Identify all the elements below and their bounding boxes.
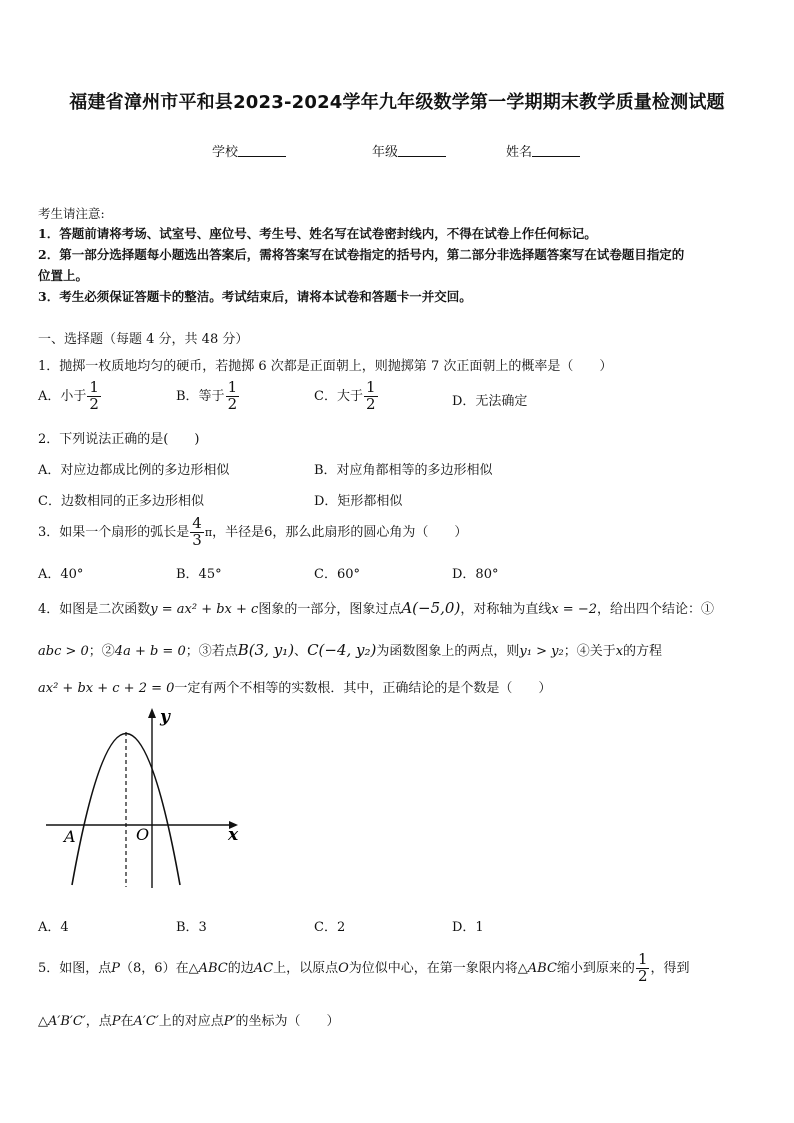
q5-triangle-abc: △ABC [517, 960, 557, 976]
q2-option-a: A．对应边都成比例的多边形相似 [38, 463, 230, 478]
q4-variable-x: x [615, 644, 624, 659]
fraction-denominator: 2 [227, 394, 238, 413]
name-label: 姓名 [506, 145, 533, 160]
question-4-line-3 [38, 677, 551, 696]
q5-text: ，得到 [650, 960, 690, 976]
q1-option-a [38, 380, 102, 413]
point-a-label: A [64, 827, 76, 846]
fraction-denominator: 2 [89, 394, 99, 413]
name-field [506, 141, 580, 160]
q5-triangle-abc: △ABC [188, 960, 228, 976]
fraction-one-half [226, 380, 240, 413]
q5-origin-o: O [338, 960, 349, 976]
q5-text: 上的对应点 [158, 1014, 224, 1029]
fraction-one-half [87, 380, 101, 413]
school-field [212, 141, 286, 160]
fraction-four-thirds [190, 516, 204, 549]
q5-text: 上，以原点 [273, 960, 339, 976]
q4-point-b: B(3, y₁) [237, 641, 295, 659]
grade-field [372, 141, 446, 160]
q2-option-d: D．矩形都相似 [314, 494, 403, 509]
q5-side-ac: AC [253, 960, 274, 976]
q5-triangle-prime: △A′B′C′ [38, 1014, 86, 1029]
q4-text: ；④关于 [563, 644, 616, 659]
question-2-stem: 2．下列说法正确的是( ) [38, 432, 200, 447]
q5-text: ，点 [85, 1014, 112, 1029]
q4-point-a: A(−5,0) [401, 599, 461, 617]
q4-text: 4．如图是二次函数 [38, 602, 151, 617]
q4-text: 、 [294, 644, 308, 659]
grade-blank [398, 143, 446, 157]
q3-option-a: A．40° [38, 567, 84, 582]
q4-text: 一定有两个不相等的实数根．其中，正确结论的是个数是（ ） [174, 681, 552, 696]
q4-text: 为函数图象上的两点，则 [376, 644, 520, 659]
q3-option-b: B．45° [176, 567, 222, 582]
x-axis-label: x [228, 825, 239, 845]
q5-point-p: P [111, 960, 121, 976]
page-title: 福建省漳州市平和县2023-2024学年九年级数学第一学期期末教学质量检测试题 [69, 92, 725, 113]
q4-conclusion-2: 4a + b = 0 [114, 644, 186, 659]
school-label: 学校 [212, 145, 239, 160]
question-5-line-1 [38, 952, 690, 985]
name-blank [532, 143, 580, 157]
section-heading: 一、选择题（每题 4 分，共 48 分） [38, 332, 249, 347]
question-1-stem: 1．抛掷一枚质地均匀的硬币，若抛掷 6 次都是正面朝上，则抛掷第 7 次正面朝上的概率是（ ） [38, 359, 613, 374]
q5-text: 的坐标为（ ） [235, 1014, 340, 1029]
q3-option-c: C．60° [314, 567, 360, 582]
fraction-one-half [636, 952, 650, 985]
q1-option-a-label: A．小于 [38, 388, 87, 404]
q1-option-b [176, 380, 240, 413]
q4-function-expression: y = ax² + bx + c [150, 602, 259, 617]
fraction-numerator: 1 [227, 378, 238, 396]
fraction-one-half [364, 380, 378, 413]
fraction-numerator: 1 [637, 950, 648, 968]
q5-text: 在 [120, 1014, 134, 1029]
q4-axis-expression: x = −2 [551, 602, 597, 617]
q4-text: 图象的一部分，图象过点 [258, 602, 402, 617]
q5-text: （8，6）在 [120, 960, 189, 976]
q3-prefix: 3．如果一个扇形的弧长是 [38, 524, 190, 540]
notice-item: 1．答题前请将考场、试室号、座位号、考生号、姓名写在试卷密封线内，不得在试卷上作任何标记。 [38, 226, 597, 241]
q4-text: ；② [88, 644, 115, 659]
fraction-denominator: 2 [365, 394, 376, 413]
q1-option-c [314, 380, 379, 413]
notice-item: 2．第一部分选择题每小题选出答案后，需将答案写在试卷指定的括号内，第二部分非选择题答案写在试卷题目指定的 [38, 247, 685, 262]
fraction-denominator: 2 [637, 966, 648, 985]
q4-equation: ax² + bx + c + 2 = 0 [38, 681, 175, 696]
q4-option-d: D．1 [452, 920, 484, 935]
q4-conclusion-1: abc > 0 [38, 644, 89, 659]
q5-text: 的边 [227, 960, 254, 976]
q4-text: 的方程 [623, 644, 663, 659]
school-blank [238, 143, 286, 157]
q2-option-b: B．对应角都相等的多边形相似 [314, 463, 493, 478]
q5-point-p: P [111, 1014, 121, 1029]
q4-inequality: y₁ > y₂ [519, 644, 564, 659]
q4-option-b: B．3 [176, 920, 207, 935]
notice-item: 3．考生必须保证答题卡的整洁。考试结束后，请将本试卷和答题卡一并交回。 [38, 289, 472, 304]
q4-text: ；③若点 [185, 644, 238, 659]
q1-option-d: D．无法确定 [452, 394, 528, 409]
q1-option-b-label: B．等于 [176, 388, 225, 404]
question-3-stem [38, 516, 467, 549]
q5-text: 为位似中心，在第一象限内将 [348, 960, 518, 976]
q5-side-ac-prime: A′C′ [133, 1014, 159, 1029]
question-4-line-1 [38, 598, 714, 617]
fraction-numerator: 1 [365, 378, 376, 396]
notice-item: 位置上。 [38, 268, 89, 283]
y-axis-label: y [160, 707, 170, 727]
q4-option-a: A．4 [38, 920, 69, 935]
q4-point-c: C(−4, y₂) [307, 641, 377, 659]
question-4-line-2 [38, 640, 662, 659]
fraction-numerator: 4 [192, 514, 202, 532]
q5-text: 缩小到原来的 [556, 960, 635, 976]
q4-text: ，对称轴为直线 [460, 602, 552, 617]
q3-suffix: ，半径是6，那么此扇形的圆心角为（ ） [212, 524, 468, 540]
q3-option-d: D．80° [452, 567, 499, 582]
q4-parabola-graph [40, 700, 250, 895]
q4-text: ，给出四个结论：① [596, 602, 714, 617]
notice-heading: 考生请注意: [38, 206, 105, 221]
y-axis-arrow [148, 708, 156, 718]
q2-option-c: C．边数相同的正多边形相似 [38, 494, 204, 509]
fraction-denominator: 3 [192, 530, 202, 549]
grade-label: 年级 [372, 145, 399, 160]
pi-symbol: π [204, 525, 213, 539]
fraction-numerator: 1 [89, 378, 99, 396]
q5-text: 5．如图，点 [38, 960, 112, 976]
question-5-line-2 [38, 1010, 340, 1029]
q5-point-p-prime: P′ [223, 1014, 236, 1029]
q4-option-c: C．2 [314, 920, 346, 935]
q1-option-c-label: C．大于 [314, 388, 363, 404]
origin-label: O [136, 825, 150, 844]
